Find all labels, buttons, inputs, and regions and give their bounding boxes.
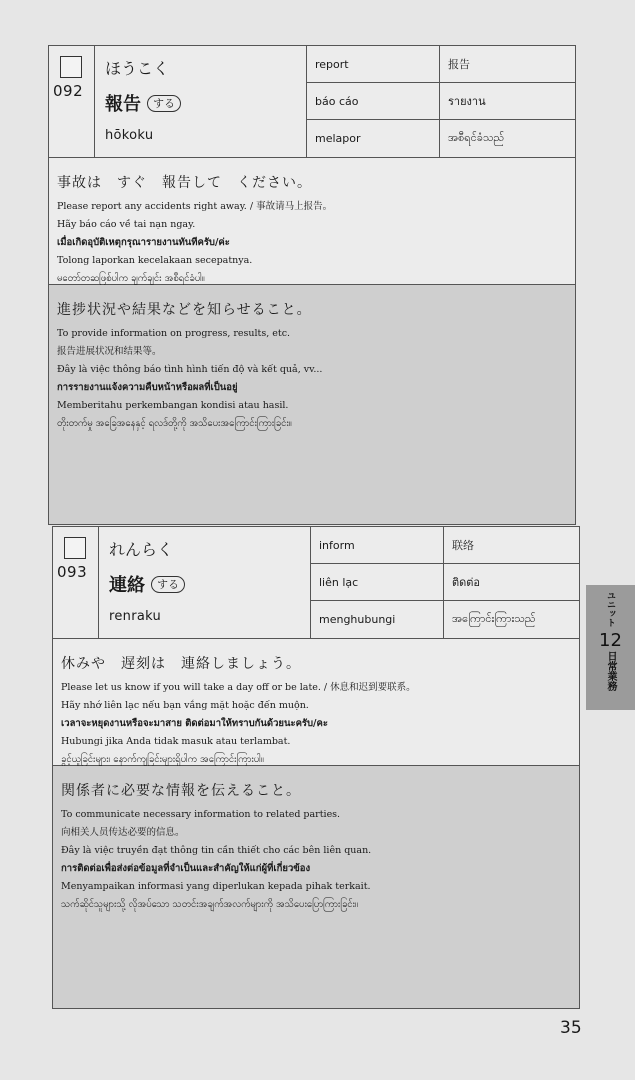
definition-indonesian: Menyampaikan informasi yang diperlukan kepada pihak terkait.	[61, 881, 371, 892]
translation-grid	[311, 527, 579, 638]
translation-zh: 联络	[444, 527, 579, 564]
vocab-entry-093	[52, 526, 580, 1009]
example-burmese: မတော်တဆဖြစ်ပါက ချက်ချင်း အစီရင်ခံပါ။	[57, 273, 205, 284]
example-vietnamese: Hãy báo cáo về tai nạn ngay.	[57, 219, 196, 230]
example-section	[48, 158, 576, 285]
definition-chinese: 向相关人员传达必要的信息。	[61, 827, 185, 838]
translation-my: အကြောင်းကြားသည်	[452, 611, 536, 625]
definition-vietnamese: Đây là việc truyền đạt thông tin cần thiết cho các bên liên quan.	[61, 845, 372, 856]
definition-thai: การติดต่อเพื่อส่งต่อข้อมูลที่จำเป็นและสำคัญให้แก่ผู้ที่เกี่ยวข้อง	[61, 863, 311, 874]
definition-vietnamese: Đây là việc thông báo tình hình tiến độ và kết quả, vv...	[57, 364, 323, 375]
word-romaji: hōkoku	[105, 128, 154, 143]
example-thai: เมื่อเกิดอุบัติเหตุกรุณารายงานทันทีครับ/ค่ะ	[57, 237, 230, 248]
example-section	[52, 639, 580, 766]
word-romaji: renraku	[109, 609, 162, 624]
study-checkbox[interactable]	[60, 56, 82, 78]
entry-header	[48, 45, 576, 158]
word-kanji-line	[109, 571, 185, 597]
translation-vi: báo cáo	[307, 83, 440, 120]
definition-indonesian: Memberitahu perkembangan kondisi atau hasil.	[57, 400, 289, 411]
definition-japanese: 関係者に必要な情報を伝えること。	[61, 783, 301, 799]
translation-zh: 报告	[440, 46, 575, 83]
entry-header	[52, 526, 580, 639]
study-checkbox[interactable]	[64, 537, 86, 559]
example-vietnamese: Hãy nhớ liên lạc nếu bạn vắng mặt hoặc đến muộn.	[61, 700, 309, 711]
entry-number: 093	[57, 563, 88, 581]
unit-number: 12	[599, 630, 622, 651]
word-kana: ほうこく	[105, 59, 170, 78]
definition-japanese: 進捗状況や結果などを知らせること。	[57, 302, 312, 318]
suru-badge: する	[147, 95, 181, 112]
translation-th: รายงาน	[440, 83, 575, 120]
translation-grid	[307, 46, 575, 157]
word-kana: れんらく	[109, 540, 174, 559]
definition-section	[48, 285, 576, 525]
number-cell	[49, 46, 95, 157]
word-cell	[99, 527, 311, 638]
example-japanese: 休みや 遅刻は 連絡しましょう。	[61, 656, 301, 672]
translation-en: inform	[311, 527, 444, 564]
example-english-chinese: Please let us know if you will take a day off or be late. / 休息和迟到要联系。	[61, 682, 416, 693]
definition-burmese: တိုးတက်မှု အခြေအနေနှင့် ရလဒ်တို့ကို အသိပေးအကြောင်းကြားခြင်း။	[57, 418, 292, 429]
definition-burmese: သက်ဆိုင်သူများသို့ လိုအပ်သော သတင်းအချက်အလက်များကို အသိပေးပြောကြားခြင်း။	[61, 899, 358, 910]
unit-side-tab	[586, 585, 635, 710]
suru-badge: する	[151, 576, 185, 593]
example-indonesian: Tolong laporkan kecelakaan secepatnya.	[57, 255, 253, 266]
translation-id: menghubungi	[311, 601, 444, 638]
definition-english: To communicate necessary information to related parties.	[61, 809, 341, 820]
example-thai: เวลาจะหยุดงานหรือจะมาสาย ติดต่อมาให้ทราบกันด้วยนะครับ/คะ	[61, 718, 328, 729]
definition-english: To provide information on progress, results, etc.	[57, 328, 291, 339]
definition-thai: การรายงานแจ้งความคืบหน้าหรือผลที่เป็นอยู่	[57, 382, 238, 393]
entry-number: 092	[53, 82, 84, 100]
translation-id: melapor	[307, 120, 440, 157]
translation-en: report	[307, 46, 440, 83]
translation-th: ติดต่อ	[444, 564, 579, 601]
number-cell	[53, 527, 99, 638]
word-kanji-line	[105, 90, 181, 116]
vocab-entry-092	[48, 45, 576, 525]
definition-section	[52, 766, 580, 1009]
unit-label: ユニット	[605, 591, 615, 627]
translation-my: အစီရင်ခံသည်	[448, 130, 505, 144]
page-number: 35	[560, 1018, 582, 1038]
definition-chinese: 报告进展状况和结果等。	[57, 346, 162, 357]
example-english-chinese: Please report any accidents right away. / 事故请马上报告。	[57, 201, 333, 212]
word-kanji: 報告	[105, 94, 141, 115]
example-indonesian: Hubungi jika Anda tidak masuk atau terlambat.	[61, 736, 291, 747]
example-burmese: ခွင့်ယူခြင်းများ၊ နောက်ကျခြင်းများရှိပါက အကြောင်းကြားပါ။	[61, 754, 264, 765]
word-cell	[95, 46, 307, 157]
example-japanese: 事故は すぐ 報告して ください。	[57, 175, 312, 191]
unit-category: 日常業務	[605, 651, 616, 691]
translation-vi: liên lạc	[311, 564, 444, 601]
word-kanji: 連絡	[109, 575, 145, 596]
